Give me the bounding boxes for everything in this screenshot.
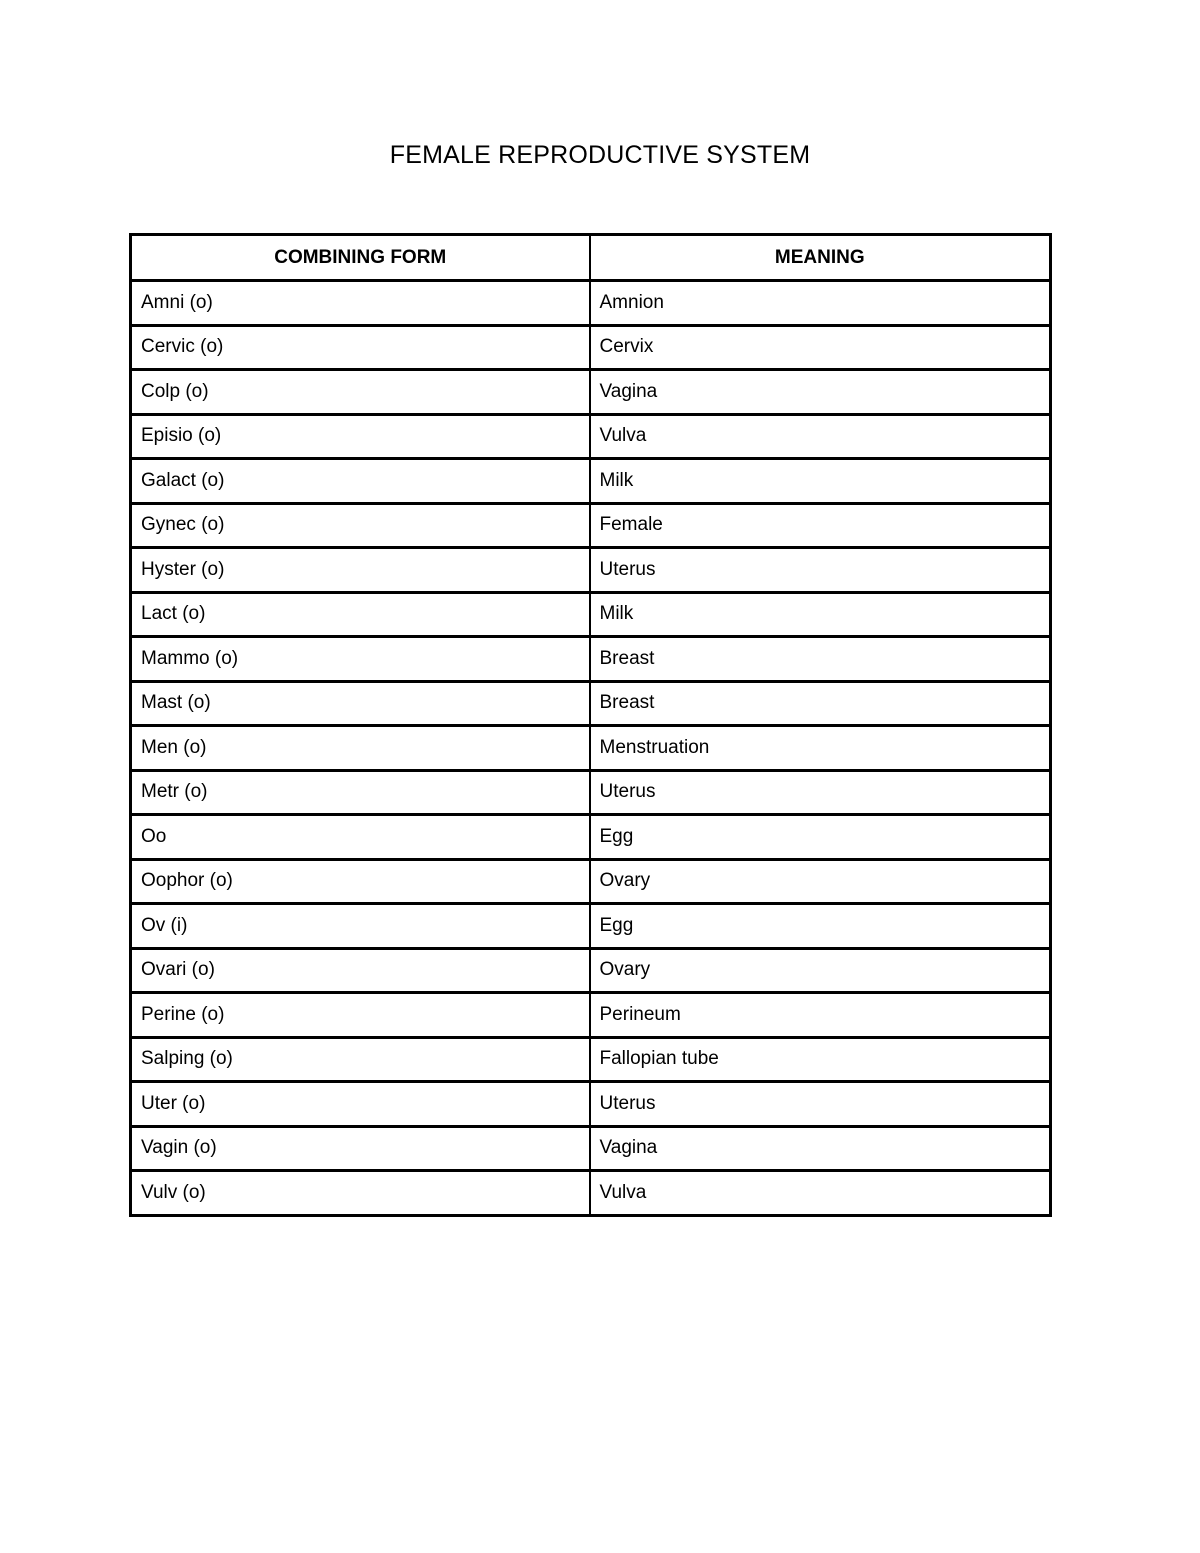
table-row (131, 281, 1051, 326)
table-row (131, 681, 1051, 726)
combining-form-cell: Galact (o) (131, 459, 590, 504)
meaning-cell: Perineum (590, 993, 1051, 1038)
meaning-cell: Milk (590, 459, 1051, 504)
table-row (131, 904, 1051, 949)
meaning-cell: Uterus (590, 1082, 1051, 1127)
meaning-cell: Egg (590, 815, 1051, 860)
table-row (131, 1171, 1051, 1216)
terms-table-container (129, 233, 1049, 1217)
column-header-combining-form: COMBINING FORM (131, 235, 590, 281)
combining-form-cell: Men (o) (131, 726, 590, 771)
combining-form-cell: Oo (131, 815, 590, 860)
table-row (131, 325, 1051, 370)
combining-form-cell: Vulv (o) (131, 1171, 590, 1216)
meaning-cell: Vagina (590, 1126, 1051, 1171)
table-row (131, 859, 1051, 904)
combining-form-cell: Mast (o) (131, 681, 590, 726)
meaning-cell: Vulva (590, 1171, 1051, 1216)
combining-form-cell: Oophor (o) (131, 859, 590, 904)
table-row (131, 370, 1051, 415)
meaning-cell: Ovary (590, 948, 1051, 993)
combining-form-cell: Vagin (o) (131, 1126, 590, 1171)
table-body (131, 281, 1051, 1216)
table-row (131, 726, 1051, 771)
table-header-row (131, 235, 1051, 281)
table-row (131, 770, 1051, 815)
table-row (131, 948, 1051, 993)
table-row (131, 637, 1051, 682)
combining-forms-table (129, 233, 1052, 1217)
combining-form-cell: Amni (o) (131, 281, 590, 326)
combining-form-cell: Ov (i) (131, 904, 590, 949)
table-row (131, 1037, 1051, 1082)
table-row (131, 1082, 1051, 1127)
meaning-cell: Breast (590, 637, 1051, 682)
table-row (131, 815, 1051, 860)
combining-form-cell: Ovari (o) (131, 948, 590, 993)
combining-form-cell: Metr (o) (131, 770, 590, 815)
meaning-cell: Vulva (590, 414, 1051, 459)
table-row (131, 1126, 1051, 1171)
meaning-cell: Cervix (590, 325, 1051, 370)
table-row (131, 548, 1051, 593)
combining-form-cell: Cervic (o) (131, 325, 590, 370)
meaning-cell: Female (590, 503, 1051, 548)
table-row (131, 503, 1051, 548)
combining-form-cell: Gynec (o) (131, 503, 590, 548)
combining-form-cell: Episio (o) (131, 414, 590, 459)
meaning-cell: Milk (590, 592, 1051, 637)
combining-form-cell: Lact (o) (131, 592, 590, 637)
page-title: FEMALE REPRODUCTIVE SYSTEM (389, 141, 811, 169)
meaning-cell: Ovary (590, 859, 1051, 904)
meaning-cell: Menstruation (590, 726, 1051, 771)
table-row (131, 592, 1051, 637)
meaning-cell: Fallopian tube (590, 1037, 1051, 1082)
meaning-cell: Vagina (590, 370, 1051, 415)
table-row (131, 459, 1051, 504)
column-header-meaning: MEANING (590, 235, 1051, 281)
combining-form-cell: Salping (o) (131, 1037, 590, 1082)
meaning-cell: Amnion (590, 281, 1051, 326)
meaning-cell: Breast (590, 681, 1051, 726)
combining-form-cell: Uter (o) (131, 1082, 590, 1127)
meaning-cell: Uterus (590, 770, 1051, 815)
combining-form-cell: Colp (o) (131, 370, 590, 415)
combining-form-cell: Perine (o) (131, 993, 590, 1038)
meaning-cell: Uterus (590, 548, 1051, 593)
combining-form-cell: Mammo (o) (131, 637, 590, 682)
table-row (131, 414, 1051, 459)
combining-form-cell: Hyster (o) (131, 548, 590, 593)
meaning-cell: Egg (590, 904, 1051, 949)
table-row (131, 993, 1051, 1038)
